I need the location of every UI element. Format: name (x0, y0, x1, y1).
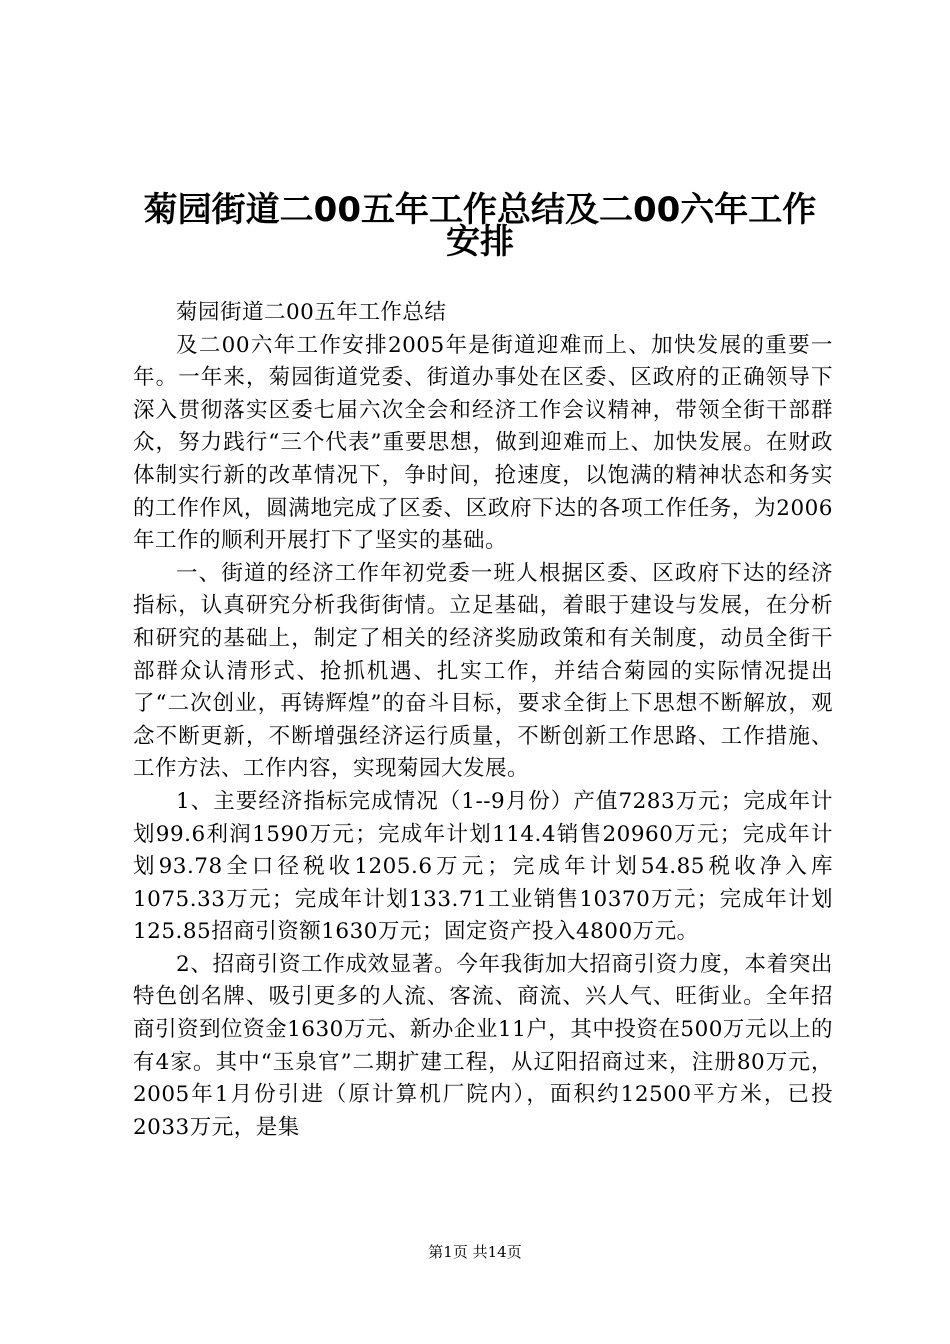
document-title-line-2: 安排 (446, 222, 514, 262)
page-number-footer: 第1页 共14页 (428, 1243, 522, 1261)
body-paragraph: 2、招商引资工作成效显著。今年我街加大招商引资力度，本着突出特色创名牌、吸引更多的人流、客流、商流、兴人气、旺街业。全年招商引资到位资金1630万元、新办企业11户，其中投资在500万元以上的有4家。其中“玉泉官”二期扩建工程，从辽阳招商过来，注册80万元，2005年1月份引进（原计算机厂院内），面积约12500平方米，已投2033万元，是集 (133, 951, 833, 1140)
subtitle-paragraph: 菊园街道二00五年工作总结 (176, 300, 447, 325)
body-paragraph: 1、主要经济指标完成情况（1--9月份）产值7283万元；完成年计划99.6利润1590万元；完成年计划114.4销售20960万元；完成年计划93.78全口径税收1205.6万元；完成年计划54.85税收净入库1075.33万元；完成年计划133.71工业销售10370万元；完成年计划125.85招商引资额1630万元；固定资产投入4800万元。 (133, 788, 833, 945)
document-title-line-1: 菊园街道二00五年工作总结及二00六年工作 (143, 190, 817, 230)
body-paragraph: 及二00六年工作安排2005年是街道迎难而上、加快发展的重要一年。一年来，菊园街道党委、街道办事处在区委、区政府的正确领导下深入贯彻落实区委七届六次全会和经济工作会议精神，带领全街干部群众，努力践行“三个代表”重要思想，做到迎难而上、加快发展。在财政体制实行新的改革情况下，争时间，抢速度，以饱满的精神状态和务实的工作作风，圆满地完成了区委、区政府下达的各项工作任务，为2006年工作的顺利开展打下了坚实的基础。 (133, 332, 833, 554)
document-body (133, 297, 833, 1144)
body-paragraph: 一、街道的经济工作年初党委一班人根据区委、区政府下达的经济指标，认真研究分析我街街情。立足基础，着眼于建设与发展，在分析和研究的基础上，制定了相关的经济奖励政策和有关制度，动员全街干部群众认清形式、抢抓机遇、扎实工作，并结合菊园的实际情况提出了“二次创业，再铸辉煌”的奋斗目标，要求全街上下思想不断解放，观念不断更新，不断增强经济运行质量，不断创新工作思路、工作措施、工作方法、工作内容，实现菊园大发展。 (133, 560, 833, 782)
